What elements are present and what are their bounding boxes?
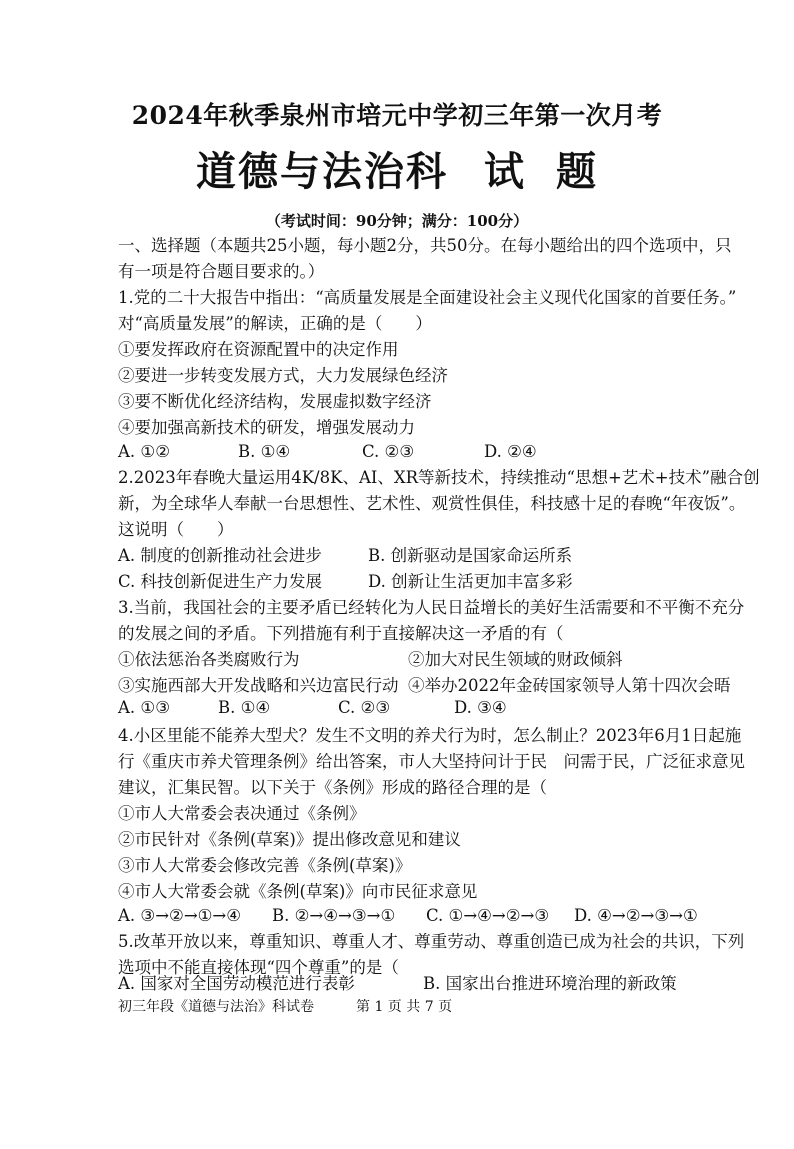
subject-word-2: 题: [556, 148, 598, 195]
q3-option-c: C. ②③: [338, 698, 391, 717]
page-footer: [118, 996, 453, 1016]
q1-statement-4: ④要加强高新技术的研发，增强发展动力: [118, 418, 415, 437]
q5-stem-1: 5.改革开放以来，尊重知识、尊重人才、尊重劳动、尊重创造已成为社会的共识，下列: [118, 932, 745, 951]
q4-stem-3: 建议，汇集民智。以下关于《条例》形成的路径合理的是（: [118, 778, 547, 797]
q2-stem-1: 2.2023年春晚大量运用4K/8K、AI、XR等新技术，持续推动“思想+艺术+技术”融合创: [118, 468, 760, 487]
q3-option-d: D. ③④: [454, 698, 507, 717]
q2-option-a: A. 制度的创新推动社会进步: [118, 546, 322, 565]
footer-course: 初三年段《道德与法治》科试卷: [118, 999, 314, 1015]
page-number: 第 1 页 共 7 页: [356, 999, 453, 1015]
q1-statement-3: ③要不断优化经济结构，发展虚拟数字经济: [118, 392, 432, 411]
q1-statement-1: ①要发挥政府在资源配置中的决定作用: [118, 340, 399, 359]
q3-option-b: B. ①④: [218, 698, 271, 717]
q4-option-b: B. ②→④→③→①: [272, 906, 396, 925]
q1-option-a: A. ①②: [118, 442, 170, 461]
q5-option-b: B. 国家出台推进环境治理的新政策: [423, 974, 677, 993]
q1-option-d: D. ②④: [484, 442, 537, 461]
exam-info: （考试时间：90分钟；满分：100分）: [265, 212, 529, 230]
section-heading-line-1: 一、选择题（本题共25小题，每小题2分，共50分。在每小题给出的四个选项中，只: [118, 236, 732, 255]
q4-stem-1: 4.小区里能不能养大型犬？发生不文明的养犬行为时，怎么制止？2023年6月1日起施: [118, 726, 742, 745]
q2-stem-3: 这说明（ ）: [118, 520, 234, 539]
q4-stem-2: 行《重庆市养犬管理条例》给出答案，市人大坚持问计于民 问需于民，广泛征求意见: [118, 752, 745, 771]
q3-statement-4: ④举办2022年金砖国家领导人第十四次会晤: [408, 676, 731, 695]
q5-stem-2: 选项中不能直接体现“四个尊重”的是（: [118, 958, 399, 977]
q2-option-d: D. 创新让生活更加丰富多彩: [368, 572, 573, 591]
q3-stem-1: 3.当前，我国社会的主要矛盾已经转化为人民日益增长的美好生活需要和不平衡不充分: [118, 598, 745, 617]
q4-option-d: D. ④→②→③→①: [574, 906, 698, 925]
q1-option-c: C. ②③: [362, 442, 415, 461]
q1-option-b: B. ①④: [238, 442, 291, 461]
q2-stem-2: 新，为全球华人奉献一台思想性、艺术性、观赏性俱佳，科技感十足的春晚“年夜饭”。: [118, 494, 746, 513]
subject-name: 道德与法治科: [196, 148, 448, 195]
q4-statement-1: ①市人大常委会表决通过《条例》: [118, 804, 366, 823]
q4-statement-3: ③市人大常委会修改完善《条例(草案)》: [118, 856, 412, 875]
q1-stem-1: 1.党的二十大报告中指出：“高质量发展是全面建设社会主义现代化国家的首要任务。”: [118, 288, 737, 307]
q4-statement-2: ②市民针对《条例(草案)》提出修改意见和建议: [118, 830, 461, 849]
q2-option-c: C. 科技创新促进生产力发展: [118, 572, 323, 591]
subject-title: [0, 140, 794, 197]
q4-option-a: A. ③→②→①→④: [118, 906, 242, 925]
subject-word-1: 试: [484, 148, 526, 195]
q1-statement-2: ②要进一步转变发展方式，大力发展绿色经济: [118, 366, 448, 385]
q4-option-c: C. ①→④→②→③: [426, 906, 550, 925]
q3-statement-2: ②加大对民生领域的财政倾斜: [408, 650, 623, 669]
q3-option-a: A. ①③: [118, 698, 170, 717]
q5-option-a: A. 国家对全国劳动模范进行表彰: [118, 974, 355, 993]
q3-statement-1: ①依法惩治各类腐败行为: [118, 650, 300, 669]
q3-stem-2: 的发展之间的矛盾。下列措施有利于直接解决这一矛盾的有（: [118, 624, 564, 643]
q2-option-b: B. 创新驱动是国家命运所系: [368, 546, 573, 565]
q1-stem-2: 对“高质量发展”的解读，正确的是（ ）: [118, 314, 432, 333]
q3-statement-3: ③实施西部大开发战略和兴边富民行动: [118, 676, 399, 695]
exam-title: 2024年秋季泉州市培元中学初三年第一次月考: [131, 101, 663, 130]
q4-statement-4: ④市人大常委会就《条例(草案)》向市民征求意见: [118, 882, 478, 901]
section-heading-line-2: 有一项是符合题目要求的。）: [118, 262, 325, 281]
